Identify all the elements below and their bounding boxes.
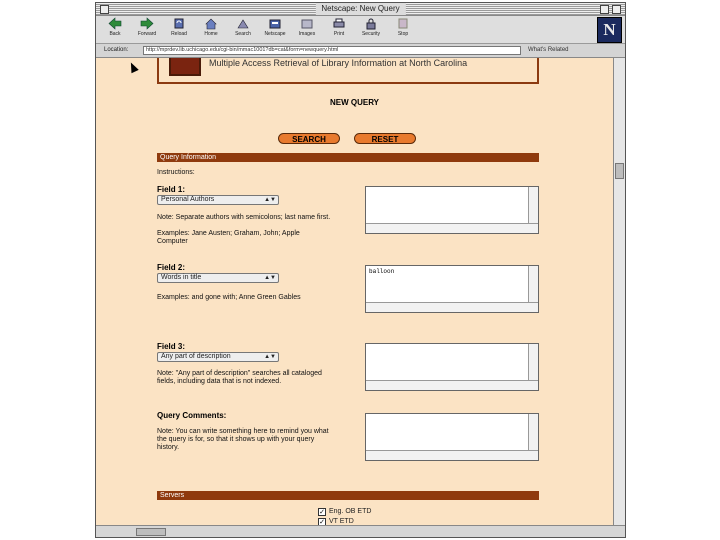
netscape-icon: [268, 17, 282, 30]
field3-select-value: Any part of description: [161, 353, 231, 360]
page-title: NEW QUERY: [329, 98, 380, 107]
netscape-label: Netscape: [264, 31, 286, 37]
search-submit-button[interactable]: SEARCH: [278, 133, 340, 144]
forward-arrow-icon: [140, 17, 154, 30]
title-bar[interactable]: [96, 3, 625, 16]
home-icon: [204, 17, 218, 30]
home-label: Home: [204, 31, 218, 37]
security-label: Security: [361, 31, 381, 37]
reload-icon: [172, 17, 186, 30]
whats-related-button[interactable]: What's Related: [528, 47, 569, 53]
field3-label: Field 3:: [157, 342, 186, 351]
netscape-button[interactable]: [260, 17, 290, 42]
comments-hscroll[interactable]: [366, 450, 538, 460]
field3-hscroll[interactable]: [366, 380, 538, 390]
stop-button[interactable]: [388, 17, 418, 42]
images-icon: [300, 17, 314, 30]
stop-label: Stop: [397, 31, 409, 37]
server-label-1: Eng. OB ETD: [329, 508, 372, 515]
reload-label: Reload: [171, 31, 187, 37]
zoom-box-icon[interactable]: [600, 5, 609, 14]
security-button[interactable]: [356, 17, 386, 42]
images-label: Images: [298, 31, 316, 37]
forward-button[interactable]: [132, 17, 162, 42]
comments-textarea[interactable]: [365, 413, 539, 461]
location-label: Location:: [104, 47, 129, 53]
reset-button[interactable]: RESET: [354, 133, 416, 144]
server-label-2: VT ETD: [329, 518, 354, 525]
page-vertical-scrollbar[interactable]: [613, 58, 625, 525]
horizontal-scroll-thumb[interactable]: [136, 528, 166, 536]
back-label: Back: [109, 31, 121, 37]
search-button[interactable]: [228, 17, 258, 42]
status-bar: [96, 525, 625, 538]
field2-select[interactable]: [157, 273, 279, 283]
library-logo: [169, 58, 201, 76]
query-information-header: Query Information: [157, 153, 539, 162]
print-icon: [332, 17, 346, 30]
servers-header: Servers: [157, 491, 539, 500]
field2-value: balloon: [369, 268, 395, 275]
lock-icon: [364, 17, 378, 30]
location-url-field[interactable]: http://mprdev.lib.uchicago.edu/cgi-bin/mmac1001?db=cat&form=newquery.html: [143, 46, 521, 55]
back-button[interactable]: [100, 17, 130, 42]
forward-label: Forward: [137, 31, 157, 37]
field1-textarea[interactable]: [365, 186, 539, 234]
window-title: Netscape: New Query: [315, 3, 405, 15]
select-arrow-icon: ▲▼: [264, 275, 276, 281]
comments-note: Note: You can write something here to remind you what the query is for, so that it shows up with your query history.: [157, 428, 329, 451]
field2-hscroll[interactable]: [366, 302, 538, 312]
field1-note: Note: Separate authors with semicolons; last name first.: [157, 214, 331, 221]
select-arrow-icon: ▲▼: [264, 354, 276, 360]
location-bar: [96, 44, 625, 58]
field2-examples: Examples: and gone with; Anne Green Gables: [157, 294, 301, 301]
home-button[interactable]: [196, 17, 226, 42]
server-checkbox-1[interactable]: ✓: [319, 509, 325, 516]
page-content: [96, 58, 613, 525]
reload-button[interactable]: [164, 17, 194, 42]
field1-examples: Examples: Jane Austen; Graham, John; Apple Computer: [157, 230, 300, 245]
images-button[interactable]: [292, 17, 322, 42]
field1-select-value: Personal Authors: [161, 196, 215, 203]
field2-select-value: Words in title: [161, 274, 202, 281]
close-box-icon[interactable]: [100, 5, 109, 14]
field3-note: Note: "Any part of description" searches all cataloged fields, including data that is not indexed.: [157, 370, 322, 385]
back-arrow-icon: [108, 17, 122, 30]
comments-label: Query Comments:: [157, 411, 227, 420]
banner-text: Multiple Access Retrieval of Library Information at North Carolina: [209, 58, 468, 68]
print-button[interactable]: [324, 17, 354, 42]
server-checkbox-2[interactable]: ✓: [319, 519, 325, 525]
navigation-toolbar: [96, 16, 625, 44]
field2-textarea[interactable]: [365, 265, 539, 313]
select-arrow-icon: ▲▼: [264, 197, 276, 203]
netscape-logo[interactable]: N: [597, 17, 622, 43]
instructions-label: Instructions:: [157, 169, 195, 176]
search-icon: [236, 17, 250, 30]
print-label: Print: [333, 31, 345, 37]
collapse-box-icon[interactable]: [612, 5, 621, 14]
field3-textarea[interactable]: [365, 343, 539, 391]
field2-label: Field 2:: [157, 263, 186, 272]
browser-window: [95, 2, 626, 538]
search-label: Search: [235, 31, 251, 37]
field3-select[interactable]: [157, 352, 279, 362]
header-banner: [157, 58, 539, 84]
stop-icon: [396, 17, 410, 30]
page-scroll-thumb[interactable]: [615, 163, 624, 179]
field1-hscroll[interactable]: [366, 223, 538, 233]
field1-select[interactable]: [157, 195, 279, 205]
field1-label: Field 1:: [157, 185, 186, 194]
